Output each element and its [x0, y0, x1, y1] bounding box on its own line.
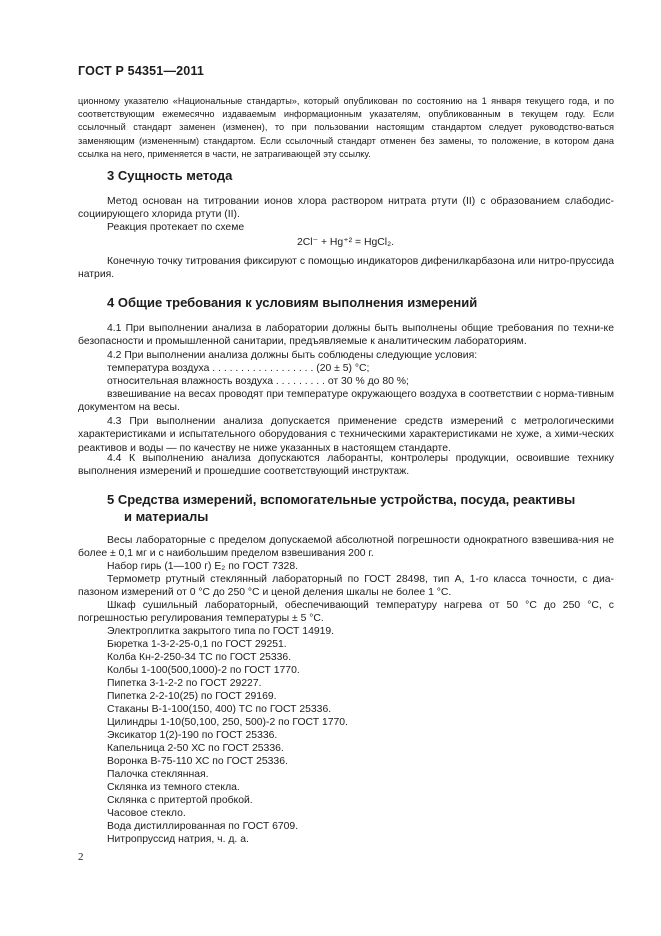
condition-temperature: температура воздуха . . . . . . . . . . . . . . . . . . (20 ± 5) °C; — [107, 363, 370, 374]
equipment-item: Палочка стеклянная. — [107, 769, 209, 780]
equipment-item: Пипетка 2-2-10(25) по ГОСТ 29169. — [107, 691, 277, 702]
item-oven: Шкаф сушильный лабораторный, обеспечивающий температуру нагрева от 50 °C до 250 °C, с погрешностью регулирования температуры ± 5 °C. — [78, 600, 614, 625]
section-4-3: 4.3 При выполнении анализа допускается применение средств измерений с метрологическими характеристиками и испытательного оборудования с техническими характеристиками не хуже, а хими-ческих реактивов и воды — по качеству не ниже указанных в настоящем стандарте. — [78, 416, 614, 454]
section-4-title: 4 Общие требования к условиям выполнения измерений — [107, 295, 478, 310]
equipment-item: Нитропруссид натрия, ч. д. а. — [107, 834, 249, 845]
section-5-title-line1: 5 Средства измерений, вспомогательные устройства, посуда, реактивы — [107, 492, 576, 507]
equipment-item: Капельница 2-50 ХС по ГОСТ 25336. — [107, 743, 284, 754]
item-scales: Весы лабораторные с пределом допускаемой абсолютной погрешности однократного взвешива-ния не более ± 0,1 мг и с наибольшим пределом взвешивания 200 г. — [78, 535, 614, 560]
page-number: 2 — [78, 851, 84, 863]
standard-header: ГОСТ Р 54351—2011 — [78, 64, 205, 78]
equipment-item: Склянка из темного стекла. — [107, 782, 240, 793]
equipment-item: Эксикатор 1(2)-190 по ГОСТ 25336. — [107, 730, 278, 741]
section-5-title-line2: и материалы — [124, 509, 209, 524]
equipment-item: Часовое стекло. — [107, 808, 186, 819]
item-thermometer: Термометр ртутный стеклянный лабораторный по ГОСТ 28498, тип А, 1-го класса точности, с диа-пазоном измерений от 0 °C до 250 °C и ценой деления шкалы не более 1 °C. — [78, 574, 614, 599]
intro-paragraph: ционному указателю «Национальные стандарты», который опубликован по состоянию на 1 января текущего года, и по соответствующим ежемесячно издаваемым информационным указателям, опубликованным в текущем году. Если ссылочный стандарт заменен (изменен), то при пользовании настоящим стандартом следует руководство-ваться заменяющим (измененным) стандартом. Если ссылочный стандарт отменен без замены, то положение, в котором дана ссылка на него, применяется в части, не затрагивающей эту ссылку. — [78, 96, 614, 159]
reaction-equation: 2Cl⁻ + Hg⁺² = HgCl₂. — [297, 237, 395, 248]
equipment-item: Пипетка 3-1-2-2 по ГОСТ 29227. — [107, 678, 262, 689]
equipment-item: Склянка с притертой пробкой. — [107, 795, 253, 806]
equipment-item: Вода дистиллированная по ГОСТ 6709. — [107, 821, 299, 832]
equipment-item: Электроплитка закрытого типа по ГОСТ 14919. — [107, 626, 335, 637]
equipment-item: Воронка В-75-110 ХС по ГОСТ 25336. — [107, 756, 288, 767]
section-4-4: 4.4 К выполнению анализа допускаются лаборанты, контролеры продукции, освоившие технику выполнения измерений и прошедшие соответствующий инструктаж. — [78, 453, 614, 478]
section-3-p3: Конечную точку титрования фиксируют с помощью индикаторов дифенилкарбазона или нитро-пруссида натрия. — [78, 256, 614, 281]
section-3-p1: Метод основан на титровании ионов хлора раствором нитрата ртути (II) с образованием слабодис-социирующего хлорида ртути (II). — [78, 196, 614, 221]
condition-weighing: взвешивание на весах проводят при температуре окружающего воздуха в соответствии с норма-тивным документом на весы. — [78, 389, 614, 414]
section-3-p2: Реакция протекает по схеме — [107, 222, 245, 233]
equipment-item: Цилиндры 1-10(50,100, 250, 500)-2 по ГОСТ 1770. — [107, 717, 348, 728]
equipment-item: Колба Кн-2-250-34 ТС по ГОСТ 25336. — [107, 652, 292, 663]
section-5-title — [107, 491, 575, 525]
section-4-1: 4.1 При выполнении анализа в лаборатории должны быть выполнены общие требования по техни-ке безопасности и промышленной санитарии, предъявляемые к аналитическим лабораториям. — [78, 323, 614, 348]
equipment-item: Колбы 1-100(500,1000)-2 по ГОСТ 1770. — [107, 665, 300, 676]
equipment-item: Бюретка 1-3-2-25-0,1 по ГОСТ 29251. — [107, 639, 287, 650]
section-4-2: 4.2 При выполнении анализа должны быть соблюдены следующие условия: — [107, 350, 478, 361]
item-weights: Набор гирь (1—100 г) E₂ по ГОСТ 7328. — [107, 561, 299, 572]
section-3-title: 3 Сущность метода — [107, 168, 233, 183]
condition-humidity: относительная влажность воздуха . . . . . . . . . от 30 % до 80 %; — [107, 376, 409, 387]
equipment-item: Стаканы В-1-100(150, 400) ТС по ГОСТ 25336. — [107, 704, 332, 715]
